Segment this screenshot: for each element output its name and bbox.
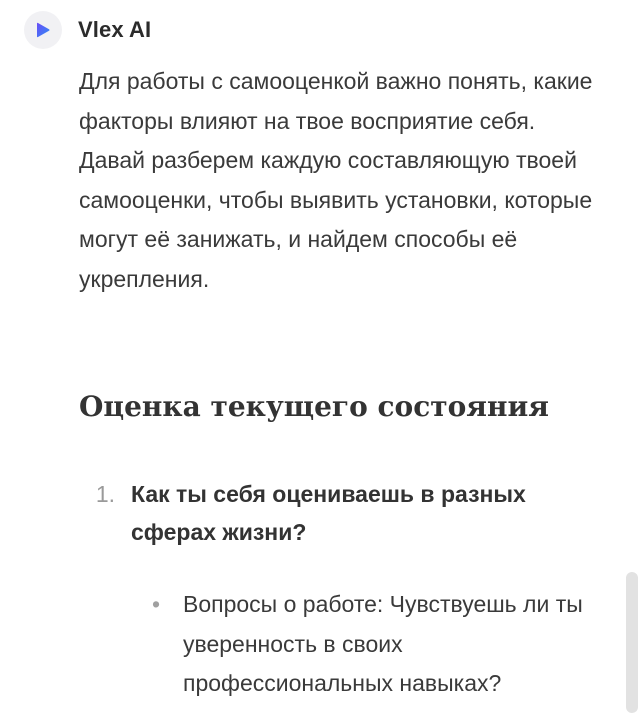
message-paragraph: Для работы с самооценкой важно понять, какие факторы влияют на твое восприятие себя. Давай разберем каждую составляющую твоей самооценки, чтобы выявить установки, которые могут её занижать, и найдем способы её укрепления. (79, 68, 593, 292)
assistant-message (79, 62, 599, 299)
assistant-avatar (24, 11, 62, 49)
assistant-name: Vlex AI (78, 17, 152, 42)
section-heading: Оценка текущего состояния (79, 390, 549, 423)
list-item-text: Как ты себя оцениваешь в разных сферах жизни? (131, 481, 526, 545)
bullet-marker: • (152, 591, 161, 617)
bullet-item-text: Вопросы о работе: Чувствуешь ли ты уверенность в своих профессиональных навыках? (183, 591, 583, 696)
ordered-list-item (79, 475, 599, 551)
bullet-list-item (140, 585, 610, 704)
list-number: 1. (95, 481, 115, 507)
play-logo-icon (35, 21, 51, 39)
assistant-header (24, 10, 151, 50)
scrollbar-thumb[interactable] (626, 572, 638, 713)
